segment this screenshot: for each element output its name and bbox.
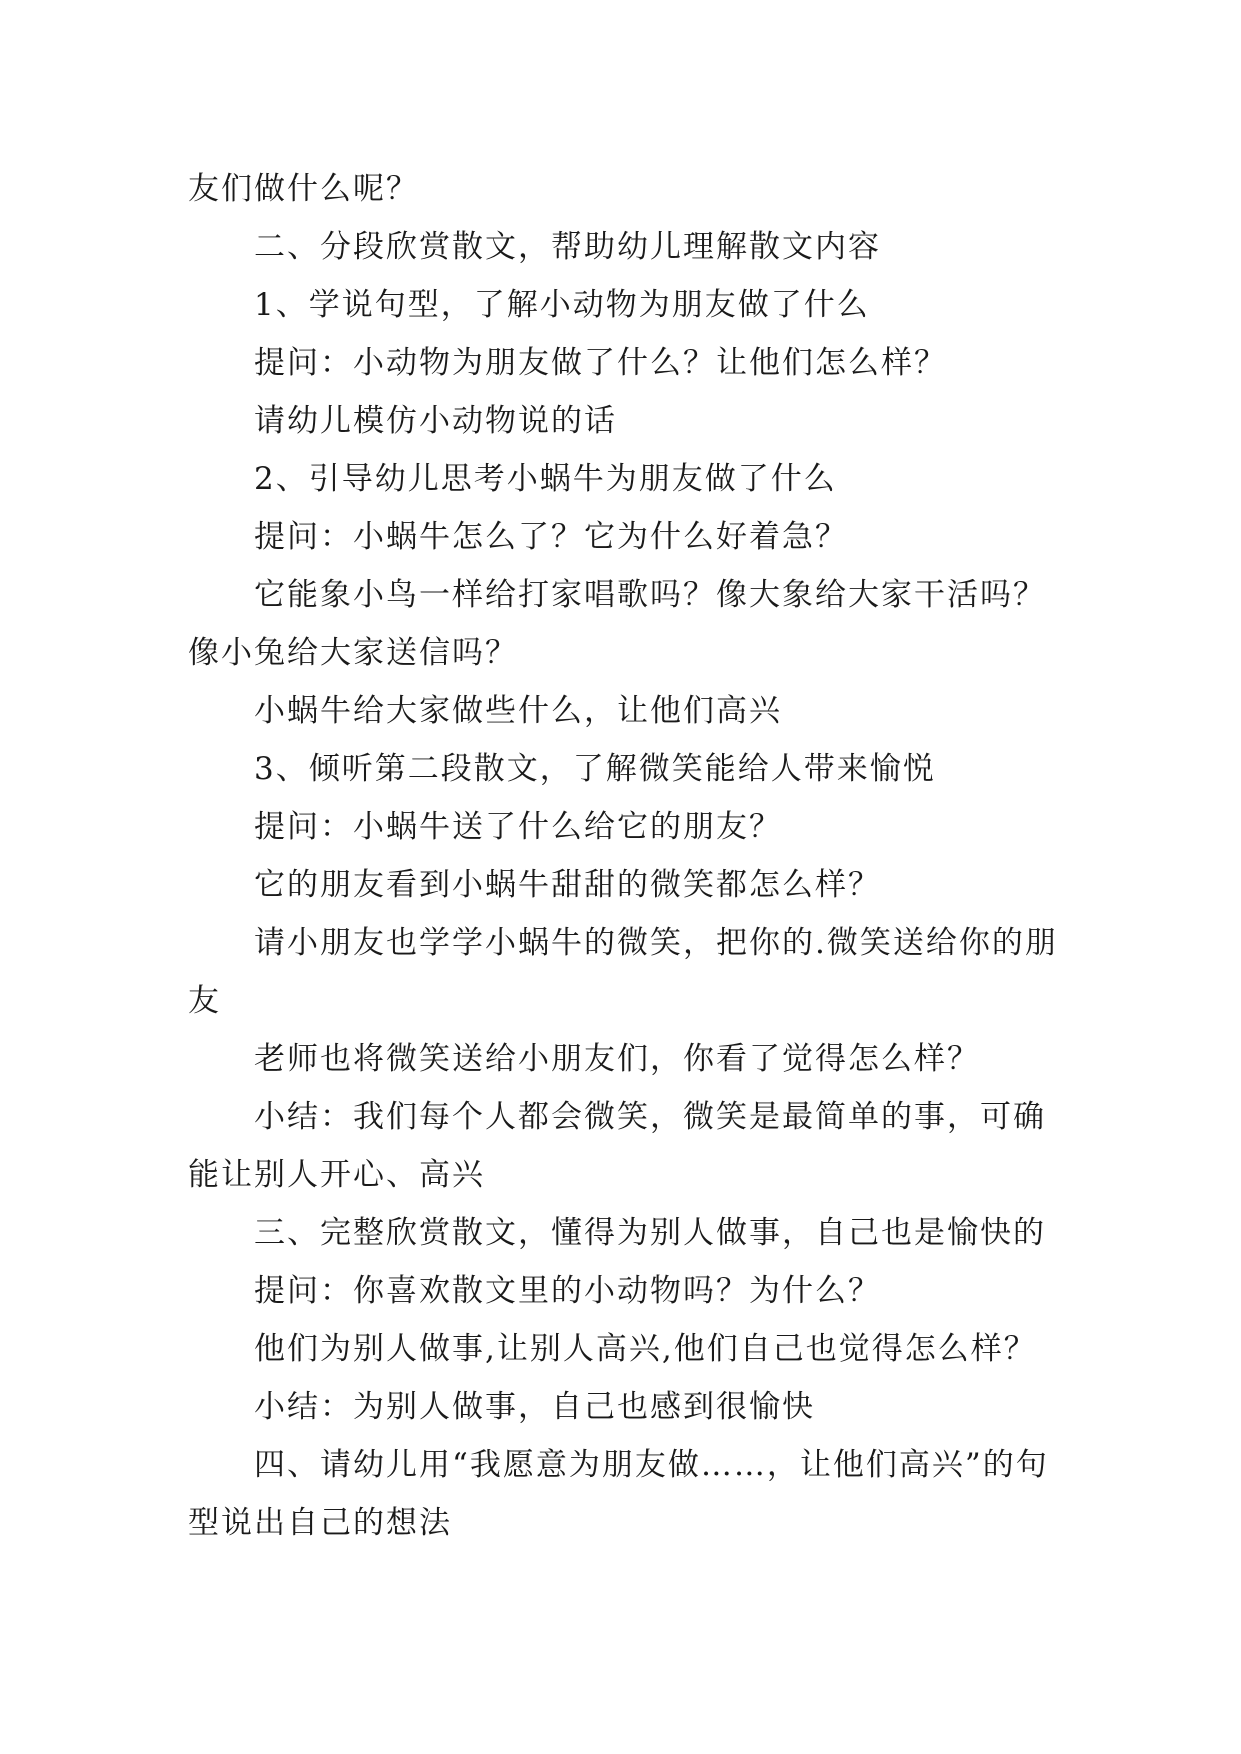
paragraph: 请小朋友也学学小蜗牛的微笑，把你的.微笑送给你的朋友 [188, 925, 1058, 1019]
document-body [188, 160, 1073, 1552]
paragraph: 友们做什么呢？ [188, 171, 419, 207]
paragraph: 提问：你喜欢散文里的小动物吗？为什么？ [254, 1273, 881, 1309]
summary-paragraph: 小结：为别人做事，自己也感到很愉快 [254, 1389, 815, 1425]
section-heading: 二、分段欣赏散文，帮助幼儿理解散文内容 [254, 229, 881, 265]
paragraph: 提问：小蜗牛怎么了？它为什么好着急？ [254, 519, 848, 555]
paragraph: 小蜗牛给大家做些什么，让他们高兴 [254, 693, 782, 729]
subsection-heading: 1、学说句型，了解小动物为朋友做了什么 [254, 287, 870, 323]
paragraph: 它能象小鸟一样给打家唱歌吗？像大象给大家干活吗？像小兔给大家送信吗？ [188, 577, 1046, 671]
section-heading: 四、请幼儿用“我愿意为朋友做……，让他们高兴”的句型说出自己的想法 [188, 1447, 1049, 1541]
paragraph: 请幼儿模仿小动物说的话 [254, 403, 617, 439]
paragraph: 提问：小动物为朋友做了什么？让他们怎么样？ [254, 345, 947, 381]
paragraph: 老师也将微笑送给小朋友们，你看了觉得怎么样？ [254, 1041, 980, 1077]
section-heading: 三、完整欣赏散文，懂得为别人做事，自己也是愉快的 [254, 1215, 1046, 1251]
subsection-heading: 2、引导幼儿思考小蜗牛为朋友做了什么 [254, 461, 837, 497]
paragraph: 提问：小蜗牛送了什么给它的朋友？ [254, 809, 782, 845]
paragraph: 他们为别人做事,让别人高兴,他们自己也觉得怎么样？ [254, 1331, 1037, 1367]
paragraph: 它的朋友看到小蜗牛甜甜的微笑都怎么样？ [254, 867, 881, 903]
subsection-heading: 3、倾听第二段散文，了解微笑能给人带来愉悦 [254, 751, 936, 787]
summary-paragraph: 小结：我们每个人都会微笑，微笑是最简单的事，可确能让别人开心、高兴 [188, 1099, 1046, 1193]
